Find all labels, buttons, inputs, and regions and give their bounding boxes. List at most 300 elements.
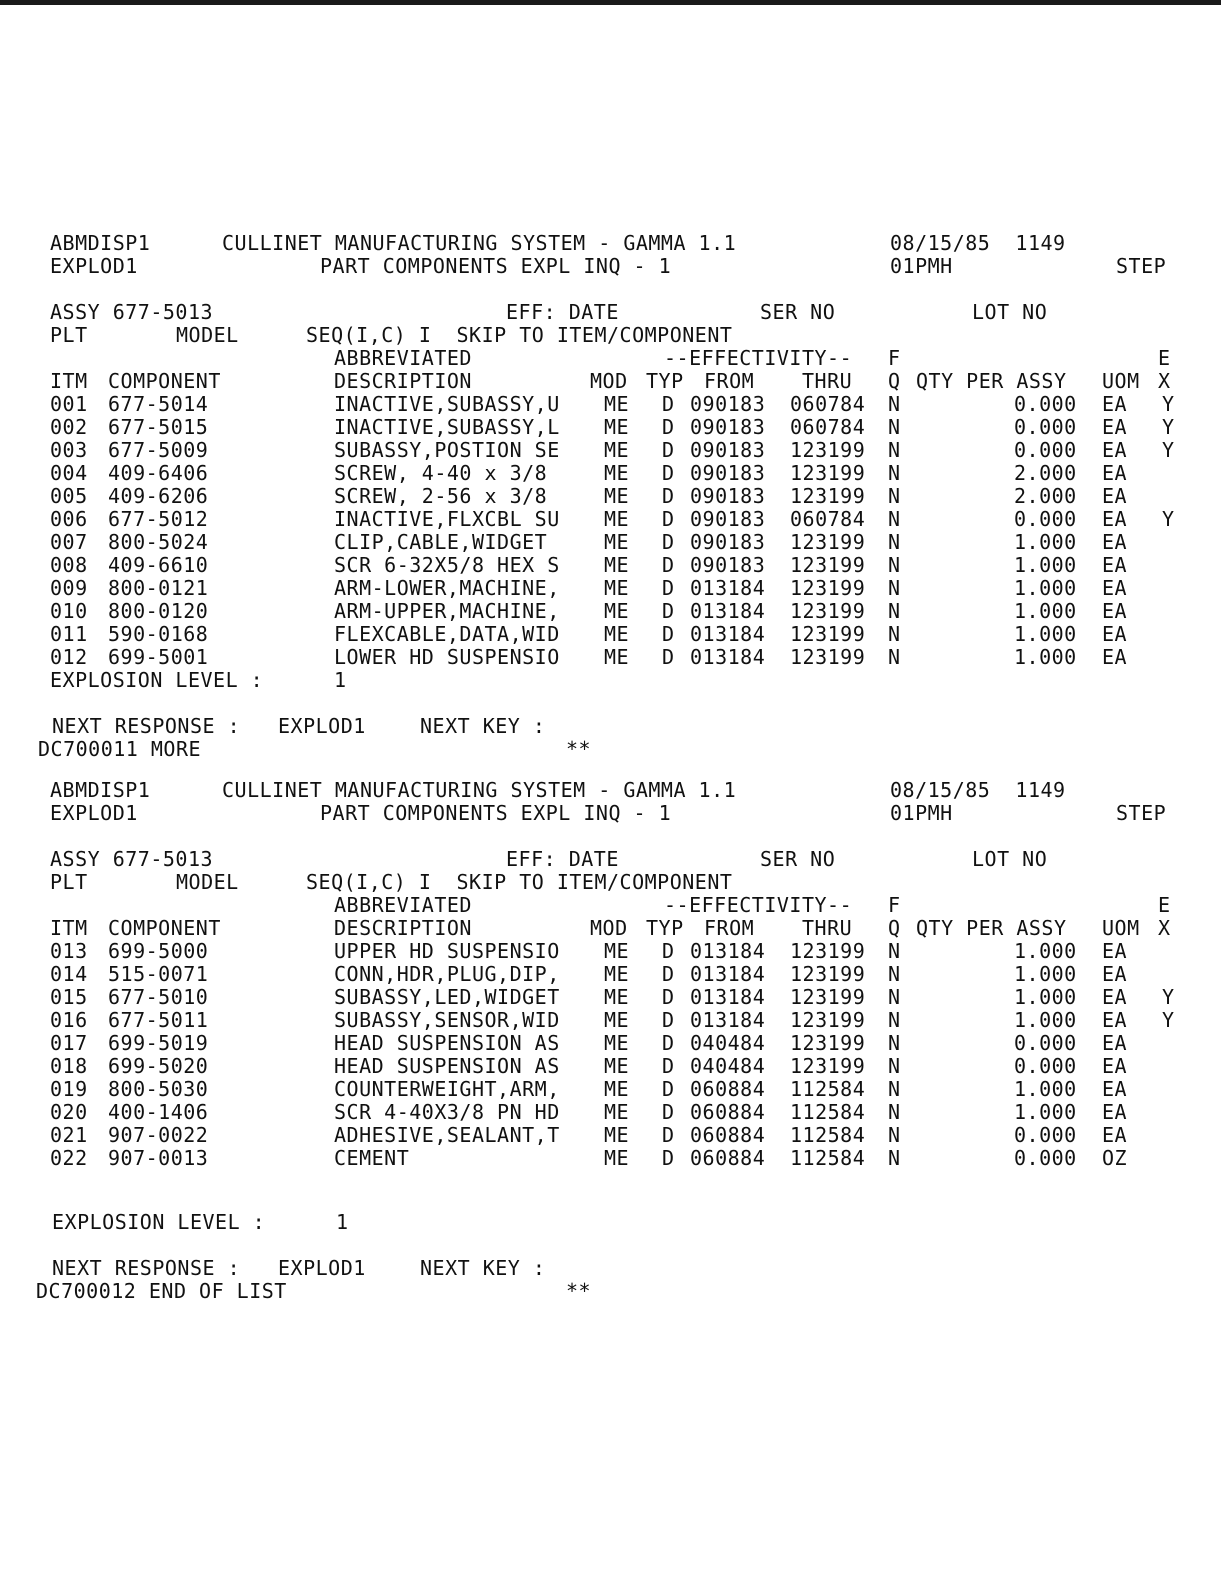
next-response-input[interactable]: EXPLOD1 — [278, 714, 366, 738]
criteria-line-1 — [50, 300, 1048, 324]
column-header-1 — [50, 893, 1171, 917]
row-component: 590-0168 — [108, 622, 209, 646]
row-thru: 123199 — [790, 939, 866, 963]
row-from: 060884 — [690, 1123, 766, 1147]
row-uom: EA — [1102, 484, 1128, 508]
row-uom: EA — [1102, 962, 1128, 986]
row-itm: 021 — [50, 1123, 88, 1147]
row-component: 409-6406 — [108, 461, 209, 485]
row-from: 060884 — [690, 1146, 766, 1170]
row-itm: 011 — [50, 622, 88, 646]
location-code: 01PMH — [890, 801, 953, 825]
row-thru: 123199 — [790, 484, 866, 508]
top-rule — [0, 0, 1221, 5]
col-x: X — [1158, 369, 1171, 393]
col-qty: QTY PER ASSY — [916, 916, 1067, 940]
row-itm: 010 — [50, 599, 88, 623]
row-q: N — [888, 484, 901, 508]
row-thru: 123199 — [790, 1031, 866, 1055]
row-component: 699-5000 — [108, 939, 209, 963]
row-qty: 1.000 — [1014, 1077, 1077, 1101]
row-q: N — [888, 645, 901, 669]
row-typ: D — [662, 438, 675, 462]
ser-no-field[interactable]: SER NO — [760, 847, 836, 871]
row-mod: ME — [604, 1077, 630, 1101]
row-typ: D — [662, 530, 675, 554]
row-itm: 018 — [50, 1054, 88, 1078]
row-q: N — [888, 622, 901, 646]
row-qty: 1.000 — [1014, 962, 1077, 986]
program-id: ABMDISP1 — [50, 231, 151, 255]
next-response-label: NEXT RESPONSE : — [52, 714, 241, 738]
row-thru: 112584 — [790, 1077, 866, 1101]
row-typ: D — [662, 507, 675, 531]
assy-field[interactable]: ASSY 677-5013 — [50, 300, 214, 324]
criteria-line-2 — [50, 323, 733, 347]
explosion-level-label: EXPLOSION LEVEL : — [50, 668, 264, 692]
row-itm: 017 — [50, 1031, 88, 1055]
row-thru: 112584 — [790, 1100, 866, 1124]
row-uom: EA — [1102, 1054, 1128, 1078]
message-line — [38, 737, 592, 761]
col-thru: THRU — [802, 916, 853, 940]
row-thru: 112584 — [790, 1146, 866, 1170]
col-description: DESCRIPTION — [334, 369, 472, 393]
row-thru: 123199 — [790, 1008, 866, 1032]
row-thru: 123199 — [790, 985, 866, 1009]
row-description: UPPER HD SUSPENSIO — [334, 939, 560, 963]
row-thru: 123199 — [790, 461, 866, 485]
row-mod: ME — [604, 645, 630, 669]
row-component: 800-0121 — [108, 576, 209, 600]
row-qty: 0.000 — [1014, 1146, 1077, 1170]
row-qty: 1.000 — [1014, 622, 1077, 646]
row-component: 515-0071 — [108, 962, 209, 986]
row-component: 907-0022 — [108, 1123, 209, 1147]
row-thru: 123199 — [790, 438, 866, 462]
next-response-line — [50, 1256, 546, 1280]
col-e: E — [1158, 893, 1171, 917]
row-from: 090183 — [690, 507, 766, 531]
row-description: INACTIVE,SUBASSY,U — [334, 392, 560, 416]
row-from: 090183 — [690, 438, 766, 462]
col-thru: THRU — [802, 369, 853, 393]
explosion-level-line — [50, 668, 347, 692]
row-qty: 0.000 — [1014, 438, 1077, 462]
row-description: CLIP,CABLE,WIDGET — [334, 530, 548, 554]
row-qty: 1.000 — [1014, 530, 1077, 554]
row-description: CONN,HDR,PLUG,DIP, — [334, 962, 560, 986]
col-e: E — [1158, 346, 1171, 370]
row-x: Y — [1162, 1008, 1175, 1032]
row-mod: ME — [604, 1008, 630, 1032]
explosion-level-value: 1 — [336, 1210, 349, 1234]
criteria-line-2 — [50, 870, 733, 894]
row-description: LOWER HD SUSPENSIO — [334, 645, 560, 669]
criteria-line-1 — [50, 847, 1048, 871]
row-typ: D — [662, 622, 675, 646]
row-component: 677-5009 — [108, 438, 209, 462]
row-itm: 008 — [50, 553, 88, 577]
next-response-label: NEXT RESPONSE : — [52, 1256, 241, 1280]
row-uom: EA — [1102, 622, 1128, 646]
row-description: INACTIVE,FLXCBL SU — [334, 507, 560, 531]
row-typ: D — [662, 1100, 675, 1124]
row-x: Y — [1162, 415, 1175, 439]
row-description: SCREW, 4-40 x 3/8 — [334, 461, 548, 485]
col-abbreviated: ABBREVIATED — [334, 893, 472, 917]
col-from: FROM — [704, 916, 755, 940]
row-mod: ME — [604, 438, 630, 462]
row-from: 060884 — [690, 1077, 766, 1101]
row-itm: 002 — [50, 415, 88, 439]
row-from: 013184 — [690, 599, 766, 623]
row-qty: 1.000 — [1014, 1100, 1077, 1124]
row-thru: 060784 — [790, 392, 866, 416]
row-uom: EA — [1102, 985, 1128, 1009]
row-description: ARM-LOWER,MACHINE, — [334, 576, 560, 600]
row-uom: EA — [1102, 645, 1128, 669]
row-from: 090183 — [690, 415, 766, 439]
row-q: N — [888, 530, 901, 554]
row-itm: 005 — [50, 484, 88, 508]
next-response-line — [50, 714, 546, 738]
row-q: N — [888, 1054, 901, 1078]
row-mod: ME — [604, 939, 630, 963]
col-uom: UOM — [1102, 916, 1140, 940]
row-typ: D — [662, 553, 675, 577]
col-abbreviated: ABBREVIATED — [334, 346, 472, 370]
row-qty: 0.000 — [1014, 1031, 1077, 1055]
header-line-1 — [50, 778, 1066, 802]
row-itm: 022 — [50, 1146, 88, 1170]
model-field[interactable]: MODEL — [176, 323, 239, 347]
header-line-2 — [50, 254, 1167, 278]
row-typ: D — [662, 599, 675, 623]
assy-field[interactable]: ASSY 677-5013 — [50, 847, 214, 871]
seq-skip-field[interactable]: SEQ(I,C) I SKIP TO ITEM/COMPONENT — [306, 323, 733, 347]
row-qty: 0.000 — [1014, 507, 1077, 531]
row-qty: 1.000 — [1014, 645, 1077, 669]
row-itm: 016 — [50, 1008, 88, 1032]
row-mod: ME — [604, 415, 630, 439]
row-mod: ME — [604, 599, 630, 623]
row-description: INACTIVE,SUBASSY,L — [334, 415, 560, 439]
col-from: FROM — [704, 369, 755, 393]
row-itm: 004 — [50, 461, 88, 485]
step-label: STEP — [1116, 801, 1167, 825]
column-header-2 — [50, 369, 1171, 393]
row-x: Y — [1162, 985, 1175, 1009]
row-from: 013184 — [690, 1008, 766, 1032]
row-description: SUBASSY,POSTION SE — [334, 438, 560, 462]
row-description: SCR 6-32X5/8 HEX S — [334, 553, 560, 577]
system-title: CULLINET MANUFACTURING SYSTEM - GAMMA 1.1 — [222, 778, 737, 802]
row-from: 040484 — [690, 1031, 766, 1055]
row-thru: 123199 — [790, 622, 866, 646]
row-mod: ME — [604, 484, 630, 508]
col-effectivity: --EFFECTIVITY-- — [664, 346, 853, 370]
row-thru: 060784 — [790, 415, 866, 439]
date-time: 08/15/85 1149 — [890, 778, 1066, 802]
row-qty: 1.000 — [1014, 599, 1077, 623]
col-component: COMPONENT — [108, 916, 221, 940]
row-q: N — [888, 1100, 901, 1124]
row-description: CEMENT — [334, 1146, 410, 1170]
row-qty: 0.000 — [1014, 392, 1077, 416]
row-itm: 006 — [50, 507, 88, 531]
row-mod: ME — [604, 461, 630, 485]
row-itm: 007 — [50, 530, 88, 554]
col-uom: UOM — [1102, 369, 1140, 393]
screen-subtitle: PART COMPONENTS EXPL INQ - 1 — [320, 254, 672, 278]
row-description: HEAD SUSPENSION AS — [334, 1054, 560, 1078]
row-uom: EA — [1102, 939, 1128, 963]
row-thru: 123199 — [790, 530, 866, 554]
row-description: COUNTERWEIGHT,ARM, — [334, 1077, 560, 1101]
row-description: SUBASSY,LED,WIDGET — [334, 985, 560, 1009]
row-itm: 013 — [50, 939, 88, 963]
date-time: 08/15/85 1149 — [890, 231, 1066, 255]
row-q: N — [888, 1146, 901, 1170]
row-qty: 1.000 — [1014, 576, 1077, 600]
row-q: N — [888, 461, 901, 485]
row-x: Y — [1162, 392, 1175, 416]
location-code: 01PMH — [890, 254, 953, 278]
row-description: ARM-UPPER,MACHINE, — [334, 599, 560, 623]
row-from: 060884 — [690, 1100, 766, 1124]
row-component: 800-5030 — [108, 1077, 209, 1101]
row-typ: D — [662, 415, 675, 439]
row-thru: 123199 — [790, 576, 866, 600]
row-qty: 0.000 — [1014, 415, 1077, 439]
row-component: 677-5014 — [108, 392, 209, 416]
row-q: N — [888, 599, 901, 623]
row-component: 400-1406 — [108, 1100, 209, 1124]
row-component: 409-6206 — [108, 484, 209, 508]
row-itm: 009 — [50, 576, 88, 600]
row-x: Y — [1162, 507, 1175, 531]
col-q: Q — [888, 369, 901, 393]
row-component: 699-5020 — [108, 1054, 209, 1078]
row-mod: ME — [604, 962, 630, 986]
screen-subtitle: PART COMPONENTS EXPL INQ - 1 — [320, 801, 672, 825]
row-typ: D — [662, 484, 675, 508]
row-qty: 0.000 — [1014, 1054, 1077, 1078]
row-qty: 1.000 — [1014, 1008, 1077, 1032]
row-thru: 123199 — [790, 962, 866, 986]
row-uom: EA — [1102, 599, 1128, 623]
row-from: 013184 — [690, 576, 766, 600]
row-mod: ME — [604, 985, 630, 1009]
model-field[interactable]: MODEL — [176, 870, 239, 894]
next-key-label: NEXT KEY : — [420, 1256, 546, 1280]
row-from: 090183 — [690, 392, 766, 416]
row-q: N — [888, 576, 901, 600]
row-mod: ME — [604, 553, 630, 577]
row-from: 013184 — [690, 939, 766, 963]
row-description: FLEXCABLE,DATA,WID — [334, 622, 560, 646]
row-q: N — [888, 939, 901, 963]
row-itm: 001 — [50, 392, 88, 416]
row-typ: D — [662, 1077, 675, 1101]
row-component: 677-5010 — [108, 985, 209, 1009]
col-component: COMPONENT — [108, 369, 221, 393]
plt-field[interactable]: PLT — [50, 323, 88, 347]
system-title: CULLINET MANUFACTURING SYSTEM - GAMMA 1.1 — [222, 231, 737, 255]
row-mod: ME — [604, 1031, 630, 1055]
row-itm: 003 — [50, 438, 88, 462]
cursor-stars: ** — [566, 1279, 592, 1303]
program-id: ABMDISP1 — [50, 778, 151, 802]
plt-field[interactable]: PLT — [50, 870, 88, 894]
row-x: Y — [1162, 438, 1175, 462]
row-component: 409-6610 — [108, 553, 209, 577]
row-component: 699-5001 — [108, 645, 209, 669]
row-uom: EA — [1102, 415, 1128, 439]
row-description: SCREW, 2-56 x 3/8 — [334, 484, 548, 508]
row-itm: 015 — [50, 985, 88, 1009]
col-typ: TYP — [646, 916, 684, 940]
row-mod: ME — [604, 1146, 630, 1170]
row-q: N — [888, 415, 901, 439]
ser-no-field[interactable]: SER NO — [760, 300, 836, 324]
status-message: DC700011 MORE — [38, 737, 202, 761]
row-from: 090183 — [690, 553, 766, 577]
col-itm: ITM — [50, 916, 88, 940]
row-qty: 0.000 — [1014, 1123, 1077, 1147]
row-uom: EA — [1102, 392, 1128, 416]
status-message: DC700012 END OF LIST — [36, 1279, 287, 1303]
explosion-level-value: 1 — [334, 668, 347, 692]
row-q: N — [888, 985, 901, 1009]
row-description: SUBASSY,SENSOR,WID — [334, 1008, 560, 1032]
row-mod: ME — [604, 622, 630, 646]
row-component: 677-5015 — [108, 415, 209, 439]
row-qty: 2.000 — [1014, 461, 1077, 485]
row-thru: 060784 — [790, 507, 866, 531]
col-f: F — [888, 346, 901, 370]
row-uom: EA — [1102, 553, 1128, 577]
row-from: 013184 — [690, 622, 766, 646]
row-q: N — [888, 507, 901, 531]
row-description: HEAD SUSPENSION AS — [334, 1031, 560, 1055]
row-q: N — [888, 962, 901, 986]
row-uom: EA — [1102, 1100, 1128, 1124]
row-typ: D — [662, 1146, 675, 1170]
row-from: 013184 — [690, 985, 766, 1009]
row-component: 907-0013 — [108, 1146, 209, 1170]
col-effectivity: --EFFECTIVITY-- — [664, 893, 853, 917]
row-from: 013184 — [690, 962, 766, 986]
explosion-level-line — [50, 1210, 349, 1234]
row-description: SCR 4-40X3/8 PN HD — [334, 1100, 560, 1124]
column-header-2 — [50, 916, 1171, 940]
row-thru: 112584 — [790, 1123, 866, 1147]
col-mod: MOD — [590, 916, 628, 940]
eff-date-field[interactable]: EFF: DATE — [506, 300, 619, 324]
col-description: DESCRIPTION — [334, 916, 472, 940]
row-typ: D — [662, 962, 675, 986]
row-from: 013184 — [690, 645, 766, 669]
row-itm: 014 — [50, 962, 88, 986]
row-typ: D — [662, 392, 675, 416]
row-from: 090183 — [690, 461, 766, 485]
col-typ: TYP — [646, 369, 684, 393]
step-label: STEP — [1116, 254, 1167, 278]
row-typ: D — [662, 645, 675, 669]
col-x: X — [1158, 916, 1171, 940]
row-itm: 012 — [50, 645, 88, 669]
col-f: F — [888, 893, 901, 917]
row-uom: EA — [1102, 461, 1128, 485]
row-thru: 123199 — [790, 599, 866, 623]
row-qty: 2.000 — [1014, 484, 1077, 508]
next-key-label: NEXT KEY : — [420, 714, 546, 738]
row-mod: ME — [604, 530, 630, 554]
row-uom: EA — [1102, 576, 1128, 600]
lot-no-field[interactable]: LOT NO — [972, 847, 1048, 871]
row-from: 090183 — [690, 530, 766, 554]
row-from: 090183 — [690, 484, 766, 508]
row-mod: ME — [604, 1100, 630, 1124]
row-itm: 020 — [50, 1100, 88, 1124]
col-itm: ITM — [50, 369, 88, 393]
next-response-input[interactable]: EXPLOD1 — [278, 1256, 366, 1280]
screen-id: EXPLOD1 — [50, 801, 138, 825]
lot-no-field[interactable]: LOT NO — [972, 300, 1048, 324]
row-uom: EA — [1102, 1077, 1128, 1101]
row-qty: 1.000 — [1014, 939, 1077, 963]
row-from: 040484 — [690, 1054, 766, 1078]
row-component: 800-0120 — [108, 599, 209, 623]
row-component: 800-5024 — [108, 530, 209, 554]
explosion-level-label: EXPLOSION LEVEL : — [52, 1210, 266, 1234]
eff-date-field[interactable]: EFF: DATE — [506, 847, 619, 871]
row-uom: EA — [1102, 507, 1128, 531]
row-typ: D — [662, 461, 675, 485]
message-line — [36, 1279, 592, 1303]
row-mod: ME — [604, 507, 630, 531]
row-q: N — [888, 1008, 901, 1032]
row-uom: EA — [1102, 438, 1128, 462]
row-q: N — [888, 1077, 901, 1101]
row-uom: EA — [1102, 530, 1128, 554]
row-q: N — [888, 1123, 901, 1147]
row-mod: ME — [604, 1123, 630, 1147]
row-mod: ME — [604, 392, 630, 416]
row-typ: D — [662, 1123, 675, 1147]
col-mod: MOD — [590, 369, 628, 393]
row-itm: 019 — [50, 1077, 88, 1101]
row-component: 677-5012 — [108, 507, 209, 531]
column-header-1 — [50, 346, 1171, 370]
row-mod: ME — [604, 1054, 630, 1078]
row-thru: 123199 — [790, 553, 866, 577]
col-q: Q — [888, 916, 901, 940]
screen-id: EXPLOD1 — [50, 254, 138, 278]
row-qty: 1.000 — [1014, 553, 1077, 577]
row-mod: ME — [604, 576, 630, 600]
row-qty: 1.000 — [1014, 985, 1077, 1009]
row-q: N — [888, 392, 901, 416]
row-typ: D — [662, 939, 675, 963]
row-thru: 123199 — [790, 645, 866, 669]
row-q: N — [888, 438, 901, 462]
row-typ: D — [662, 576, 675, 600]
seq-skip-field[interactable]: SEQ(I,C) I SKIP TO ITEM/COMPONENT — [306, 870, 733, 894]
row-uom: OZ — [1102, 1146, 1128, 1170]
